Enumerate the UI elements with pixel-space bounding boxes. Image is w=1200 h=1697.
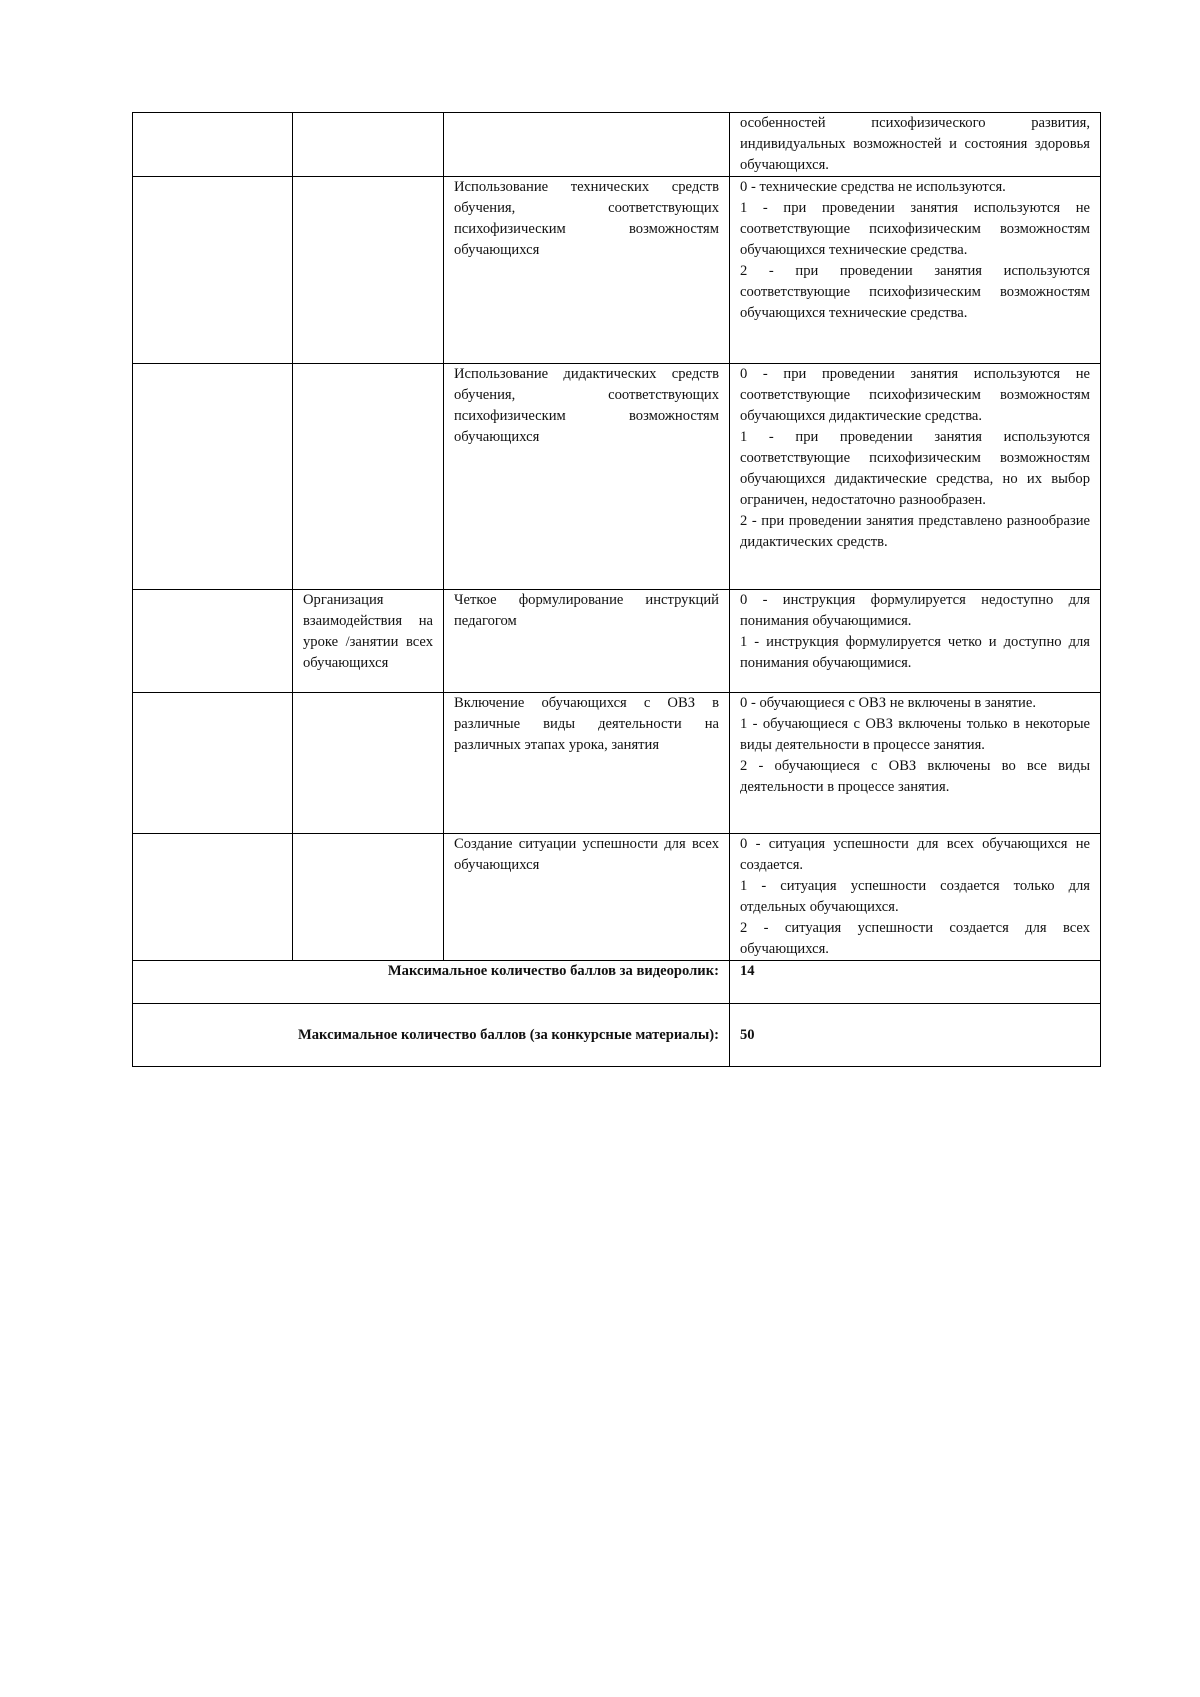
scoring-level: 2 - ситуация успешности создается для всех обучающихся.	[740, 920, 1090, 957]
scoring-cell	[730, 590, 1101, 693]
criterion-cell	[444, 364, 730, 590]
total-video-row	[133, 961, 1101, 1004]
group-text: Организация взаимодействия на уроке /занятии всех обучающихся	[303, 592, 433, 671]
scoring-level: 1 - при проведении занятия используются соответствующие психофизическим возможностям обучающихся дидактические средства, но их выбор ограничен, недостаточно разнообразен.	[740, 429, 1090, 508]
criterion-cell	[444, 834, 730, 961]
group-cell	[293, 113, 444, 177]
total-video-label: Максимальное количество баллов за видеоролик:	[133, 961, 730, 1004]
section-cell	[133, 113, 293, 177]
scoring-level: 0 - ситуация успешности для всех обучающихся не создается.	[740, 836, 1090, 873]
scoring-level: 1 - обучающиеся с ОВЗ включены только в некоторые виды деятельности в процессе занятия.	[740, 716, 1090, 753]
criteria-row	[133, 693, 1101, 834]
scoring-cell	[730, 364, 1101, 590]
section-cell	[133, 693, 293, 834]
criteria-row	[133, 590, 1101, 693]
criterion-text: Создание ситуации успешности для всех обучающихся	[454, 836, 719, 873]
group-cell	[293, 177, 444, 364]
section-cell	[133, 364, 293, 590]
criterion-text: Включение обучающихся с ОВЗ в различные виды деятельности на различных этапах урока, занятия	[454, 695, 719, 753]
scoring-level: 0 - при проведении занятия используются не соответствующие психофизическим возможностям обучающихся дидактические средства.	[740, 366, 1090, 424]
total-materials-value: 50	[730, 1004, 1101, 1067]
total-materials-row	[133, 1004, 1101, 1067]
scoring-cell	[730, 113, 1101, 177]
group-cell	[293, 590, 444, 693]
section-cell	[133, 177, 293, 364]
scoring-level: 1 - при проведении занятия используются не соответствующие психофизическим возможностям обучающихся технические средства.	[740, 200, 1090, 258]
criteria-row	[133, 364, 1101, 590]
scoring-level: 0 - обучающиеся с ОВЗ не включены в занятие.	[740, 695, 1036, 711]
group-cell	[293, 834, 444, 961]
total-video-value: 14	[730, 961, 1101, 1004]
scoring-level: 1 - инструкция формулируется четко и доступно для понимания обучающимися.	[740, 634, 1090, 671]
scoring-cell	[730, 693, 1101, 834]
criterion-text: Использование дидактических средств обучения, соответствующих психофизическим возможностям обучающихся	[454, 366, 719, 445]
section-cell	[133, 590, 293, 693]
group-cell	[293, 693, 444, 834]
criteria-table	[132, 112, 1101, 1067]
scoring-level: 2 - при проведении занятия используются соответствующие психофизическим возможностям обучающихся технические средства.	[740, 263, 1090, 321]
total-materials-label: Максимальное количество баллов (за конкурсные материалы):	[133, 1004, 730, 1067]
criterion-cell	[444, 113, 730, 177]
scoring-level: 0 - инструкция формулируется недоступно для понимания обучающимися.	[740, 592, 1090, 629]
criterion-text: Четкое формулирование инструкций педагогом	[454, 592, 719, 629]
scoring-level: 2 - обучающиеся с ОВЗ включены во все виды деятельности в процессе занятия.	[740, 758, 1090, 795]
scoring-text: особенностей психофизического развития, индивидуальных возможностей и состояния здоровья обучающихся.	[740, 115, 1090, 173]
scoring-level: 2 - при проведении занятия представлено разнообразие дидактических средств.	[740, 513, 1090, 550]
criterion-cell	[444, 590, 730, 693]
scoring-level: 0 - технические средства не используются.	[740, 179, 1006, 195]
criterion-cell	[444, 693, 730, 834]
section-cell	[133, 834, 293, 961]
scoring-cell	[730, 177, 1101, 364]
scoring-level: 1 - ситуация успешности создается только для отдельных обучающихся.	[740, 878, 1090, 915]
criteria-row	[133, 834, 1101, 961]
criterion-text: Использование технических средств обучения, соответствующих психофизическим возможностям обучающихся	[454, 179, 719, 258]
criterion-cell	[444, 177, 730, 364]
scoring-cell	[730, 834, 1101, 961]
criteria-table-body	[133, 113, 1101, 961]
criteria-row	[133, 113, 1101, 177]
group-cell	[293, 364, 444, 590]
criteria-row	[133, 177, 1101, 364]
